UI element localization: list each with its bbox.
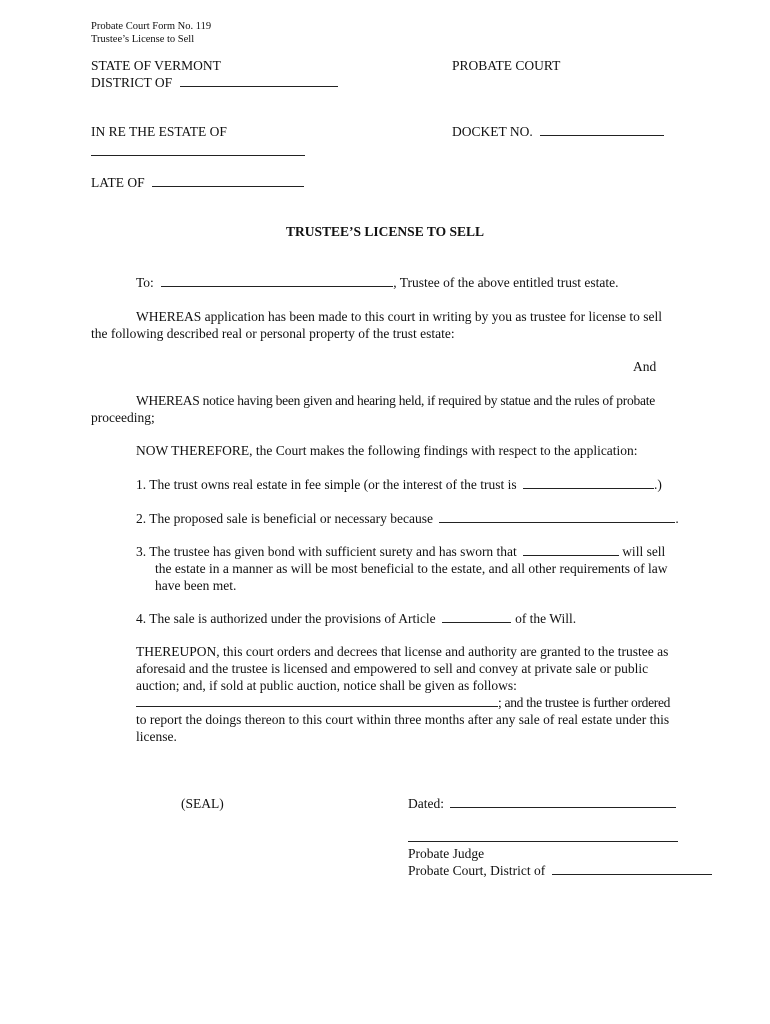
whereas1-line1: WHEREAS application has been made to this court in writing by you as trustee for license to sell [136, 309, 663, 324]
court-label: PROBATE COURT [452, 58, 561, 73]
dated-label: Dated: [408, 796, 444, 811]
notice-field[interactable] [136, 694, 498, 707]
thereupon-line6: license. [136, 729, 177, 744]
in-re-label: IN RE THE ESTATE OF [91, 124, 227, 139]
finding-3 [136, 543, 665, 560]
dated-row [408, 795, 676, 812]
finding-3-line3: have been met. [155, 578, 237, 593]
thereupon-line1: THEREUPON, this court orders and decrees that license and authority are granted to the trustee as [136, 644, 669, 659]
dated-field[interactable] [450, 795, 676, 808]
now-therefore: NOW THEREFORE, the Court makes the following findings with respect to the application: [136, 443, 638, 458]
finding-4-suffix: of the Will. [515, 611, 577, 626]
finding-1-text: 1. The trust owns real estate in fee simple (or the interest of the trust is [136, 477, 517, 492]
and-label: And [633, 359, 657, 374]
article-field[interactable] [442, 610, 511, 623]
thereupon-line2: aforesaid and the trustee is licensed and empowered to sell and convey at private sale or public [136, 661, 649, 676]
document-title: TRUSTEE’S LICENSE TO SELL [286, 224, 484, 239]
to-row [136, 274, 619, 291]
estate-name-field[interactable] [91, 155, 305, 156]
thereupon-line4-suffix: ; and the trustee is further ordered [498, 695, 671, 710]
late-of-label: LATE OF [91, 175, 145, 190]
finding-1-suffix: .) [654, 477, 662, 492]
to-suffix: , Trustee of the above entitled trust estate. [393, 275, 619, 290]
finding-1 [136, 476, 662, 493]
seal-label: (SEAL) [181, 796, 224, 811]
trustee-name-field[interactable] [161, 274, 393, 287]
district-label: DISTRICT OF [91, 75, 173, 90]
finding-3-suffix: will sell [622, 544, 666, 559]
whereas1-line2: the following described real or personal property of the trust estate: [91, 326, 455, 341]
sale-reason-field[interactable] [439, 510, 675, 523]
thereupon-line4 [136, 694, 670, 711]
finding-3-line2: the estate in a manner as will be most beneficial to the estate, and all other requirements of law [155, 561, 668, 576]
finding-2 [136, 510, 679, 527]
court-district-field[interactable] [552, 862, 712, 875]
late-of-row [91, 174, 304, 191]
finding-4-text: 4. The sale is authorized under the provisions of Article [136, 611, 436, 626]
to-label: To: [136, 275, 154, 290]
docket-field[interactable] [540, 123, 664, 136]
thereupon-line3: auction; and, if sold at public auction, notice shall be given as follows: [136, 678, 517, 693]
whereas2-line2: proceeding; [91, 410, 155, 425]
thereupon-line5: to report the doings thereon to this court within three months after any sale of real estate under this [136, 712, 670, 727]
docket-label: DOCKET NO. [452, 124, 533, 139]
form-number: Probate Court Form No. 119 [91, 21, 212, 32]
trust-interest-field[interactable] [523, 476, 654, 489]
district-row [91, 74, 338, 91]
finding-2-suffix: . [675, 511, 679, 526]
court-district-label: Probate Court, District of [408, 863, 546, 878]
docket-row [452, 123, 664, 140]
judge-label: Probate Judge [408, 846, 485, 861]
state-label: STATE OF VERMONT [91, 58, 221, 73]
court-district-row [408, 862, 712, 879]
whereas2-line1: WHEREAS notice having been given and hearing held, if required by statue and the rules of probate [136, 393, 655, 408]
finding-3-text: 3. The trustee has given bond with sufficient surety and has sworn that [136, 544, 517, 559]
late-of-field[interactable] [152, 174, 304, 187]
sworn-field[interactable] [523, 543, 619, 556]
judge-signature-line[interactable] [408, 841, 678, 842]
finding-2-text: 2. The proposed sale is beneficial or necessary because [136, 511, 434, 526]
district-field[interactable] [180, 74, 338, 87]
form-title-small: Trustee’s License to Sell [91, 34, 195, 45]
finding-4 [136, 610, 576, 627]
